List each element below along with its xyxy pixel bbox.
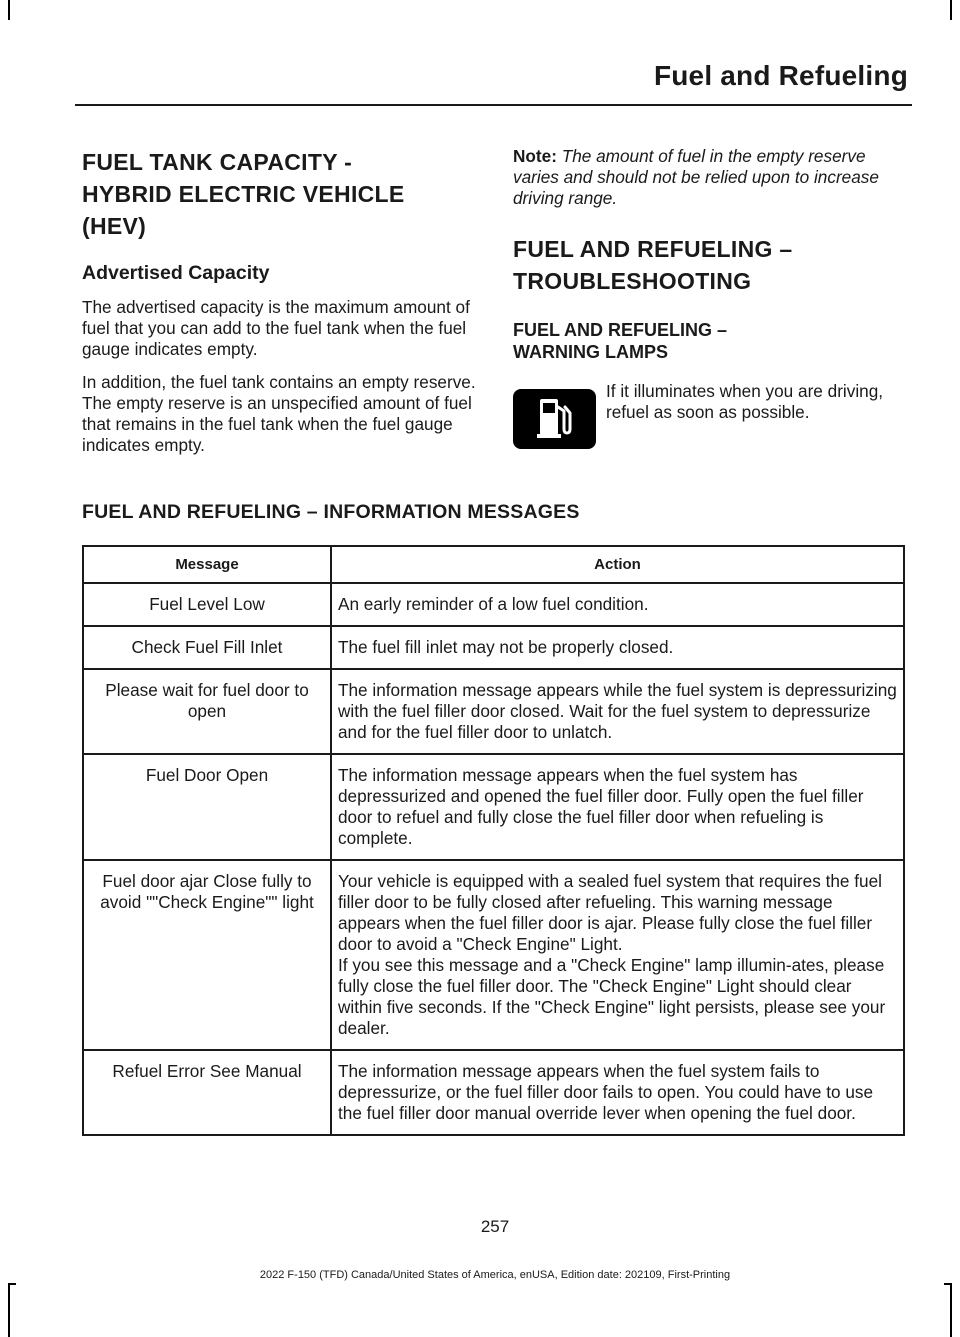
header-divider: [75, 104, 912, 106]
action-cell: The information message appears when the fuel system has depressurized and opened the fuel filler door. Fully open the fuel filler door to refuel and fully close the fuel filler door when refueling is complete.: [331, 754, 904, 860]
left-column: [82, 146, 477, 468]
action-paragraph: If you see this message and a "Check Engine" lamp illumin-ates, please fully close the fuel filler door. The "Check Engine" Light should clear within five seconds. If the "Check Engine" light persists, please see your dealer.: [338, 955, 886, 1038]
action-cell: [331, 860, 904, 1050]
message-cell: Fuel Door Open: [83, 754, 331, 860]
troubleshooting-line-1: FUEL AND REFUELING –: [513, 236, 793, 262]
heading-line-3: (HEV): [82, 213, 147, 239]
warning-lamps-heading: [513, 319, 905, 363]
crop-mark-bottom-right: [950, 1283, 952, 1337]
empty-reserve-note: [513, 146, 905, 209]
warning-lamp-text: If it illuminates when you are driving, refuel as soon as possible.: [606, 381, 884, 422]
crop-mark-bottom-left: [8, 1283, 10, 1337]
crop-mark-bottom-left-h: [8, 1283, 16, 1285]
table-row: [83, 1050, 904, 1135]
heading-line-1: FUEL TANK CAPACITY -: [82, 149, 353, 175]
fuel-tank-capacity-heading: [82, 146, 477, 242]
page-number: 257: [480, 1217, 510, 1236]
message-cell: Please wait for fuel door to open: [83, 669, 331, 754]
crop-mark-top-left: [8, 0, 10, 20]
troubleshooting-heading: [513, 233, 905, 297]
right-column: [513, 146, 905, 471]
column-header-action: Action: [331, 546, 904, 583]
message-cell: Fuel Level Low: [83, 583, 331, 626]
table-row: [83, 669, 904, 754]
troubleshooting-line-2: TROUBLESHOOTING: [513, 268, 752, 294]
note-text: The amount of fuel in the empty reserve varies and should not be relied upon to increase driving range.: [513, 146, 879, 208]
action-cell: The information message appears when the fuel system fails to depressurize, or the fuel filler door fails to open. You could have to use the fuel filler door manual override lever when opening the fuel door.: [331, 1050, 904, 1135]
information-messages-table: [82, 545, 905, 1136]
note-label: Note:: [513, 146, 557, 166]
crop-mark-top-right: [950, 0, 952, 20]
warning-lamps-line-2: WARNING LAMPS: [513, 342, 668, 362]
warning-lamp-block: [513, 381, 905, 471]
advertised-capacity-subheading: Advertised Capacity: [82, 262, 270, 284]
table-row: [83, 626, 904, 669]
table-row: [83, 754, 904, 860]
action-cell: An early reminder of a low fuel condition.: [331, 583, 904, 626]
heading-line-2: HYBRID ELECTRIC VEHICLE: [82, 181, 405, 207]
crop-mark-bottom-right-h: [944, 1283, 952, 1285]
advertised-capacity-paragraph: The advertised capacity is the maximum amount of fuel that you can add to the fuel tank when the fuel gauge indicates empty.: [82, 297, 470, 359]
warning-lamps-line-1: FUEL AND REFUELING –: [513, 320, 728, 340]
fuel-pump-icon: [513, 389, 596, 449]
table-row: [83, 860, 904, 1050]
table-header-row: [83, 546, 904, 583]
message-cell: Check Fuel Fill Inlet: [83, 626, 331, 669]
action-cell: The fuel fill inlet may not be properly closed.: [331, 626, 904, 669]
action-cell: The information message appears while the fuel system is depressurizing with the fuel filler door closed. Wait for the fuel system to depressurize and for the fuel filler door to unlatch.: [331, 669, 904, 754]
information-messages-title: FUEL AND REFUELING – INFORMATION MESSAGES: [82, 501, 580, 523]
message-cell: Fuel door ajar Close fully to avoid ""Check Engine"" light: [83, 860, 331, 1050]
page-header-title: Fuel and Refueling: [653, 60, 908, 91]
message-cell: Refuel Error See Manual: [83, 1050, 331, 1135]
action-paragraph: Your vehicle is equipped with a sealed fuel system that requires the fuel filler door to be fully closed after refueling. This warning message appears when the fuel filler door is ajar. Please fully close the fuel filler door to avoid a "Check Engine" Light.: [338, 871, 882, 954]
table-row: [83, 583, 904, 626]
edition-footer: 2022 F-150 (TFD) Canada/United States of America, enUSA, Edition date: 202109, First-Printing: [259, 1269, 731, 1281]
empty-reserve-paragraph: In addition, the fuel tank contains an empty reserve. The empty reserve is an unspecified amount of fuel that remains in the fuel tank when the fuel gauge indicates empty.: [82, 372, 476, 455]
column-header-message: Message: [83, 546, 331, 583]
